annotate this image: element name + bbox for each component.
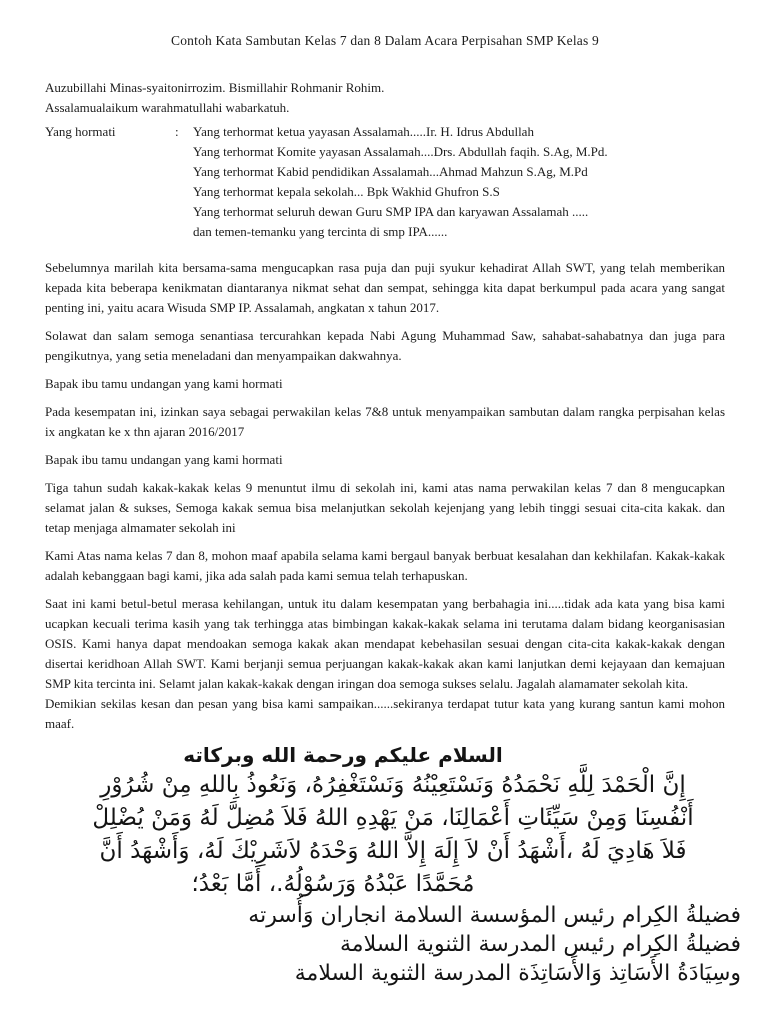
salutation-label: Yang hormati [45, 124, 116, 139]
paragraph-tiga-tahun: Tiga tahun sudah kakak-kakak kelas 9 menuntut ilmu di sekolah ini, kami atas nama perwakilan kelas 7 dan 8 mengucapkan selamat jalan & sukses, Semoga kakak semua bisa melanjutkan sekolah kejenjang yang lebih tinggi sesuai cita-cita kakak. dan tetap menjaga almamater sekolah ini [45, 480, 725, 535]
opening-line-salam: Assalamualaikum warahmatullahi wabarkatuh. [45, 100, 290, 115]
salutation-item: Yang terhormat kepala sekolah... Bpk Wakhid Ghufron S.S [193, 184, 500, 199]
salutation-block [45, 122, 725, 242]
salutation-item: Yang terhormat Komite yayasan Assalamah....Drs. Abdullah faqih. S.Ag, M.Pd. [193, 144, 608, 159]
salutation-item: Yang terhormat seluruh dewan Guru SMP IPA dan karyawan Assalamah ..... [193, 204, 589, 219]
arabic-khutbah-line: أَنْفُسِنَا وَمِنْ سَيِّئَاتِ أَعْمَالِنَا، مَنْ يَهْدِهِ اللهُ فَلاَ مُضِلَّ لَهُ وَمَنْ يُضْلِلْ [92, 805, 694, 831]
salutation-items [193, 122, 725, 242]
arabic-section [45, 742, 741, 988]
salutation-item: Yang terhormat ketua yayasan Assalamah.....Ir. H. Idrus Abdullah [193, 124, 534, 139]
opening-line-basmalah: Auzubillahi Minas-syaitonirrozim. Bismillahir Rohmanir Rohim. [45, 80, 385, 95]
arabic-honorific-line: فضيلةُ الكِرام رئيس المؤسسة السلامة انجاران وَأُسرته [248, 903, 741, 928]
paragraph-solawat: Solawat dan salam semoga senantiasa tercurahkan kepada Nabi Agung Muhammad Saw, sahabat-sahabatnya dan juga para pengikutnya, yang setia meneladani dan menyampaikan dakwahnya. [45, 328, 725, 363]
paragraph-bapak-ibu-2: Bapak ibu tamu undangan yang kami hormati [45, 452, 283, 467]
opening-lines [45, 78, 725, 118]
paragraph-bapak-ibu-1: Bapak ibu tamu undangan yang kami hormati [45, 376, 283, 391]
arabic-khutbah-line: مُحَمَّدًا عَبْدُهُ وَرَسُوْلُهُ.، أَمَّا بَعْدُ؛ [191, 871, 475, 897]
paragraph-kehilangan: Saat ini kami betul-betul merasa kehilangan, untuk itu dalam kesempatan yang berbahagia ini.....tidak ada kata yang bisa kami ucapkan kecuali terima kasih yang tak terhingga atas bimbingan kakak-kakak selama ini terutama dalam bidang keorganisasian OSIS. Kami hanya dapat mendoakan semoga kakak akan mendapat kebehasilan sesuai dengan cita-cita kakak-kakak dengan disertai keridhoan Allah SWT. Kami berjanji semua perjuangan kakak-kakak akan kami lanjutkan demi kejayaan dan kemajuan SMP kita tercinta ini. Selamt jalan kakak-kakak dengan iringan doa semoga sukses selalu. Jagalah alamamater sekolah kita. [45, 596, 725, 691]
paragraph-pada-kesempatan: Pada kesempatan ini, izinkan saya sebagai perwakilan kelas 7&8 untuk menyampaikan sambutan dalam rangka perpisahan kelas ix angkatan ke x thn ajaran 2016/2017 [45, 404, 725, 439]
salutation-item: Yang terhormat Kabid pendidikan Assalamah...Ahmad Mahzun S.Ag, M.Pd [193, 164, 588, 179]
arabic-khutbah-line: إِنَّ الْحَمْدَ لِلَّهِ نَحْمَدُهُ وَنَسْتَعِيْنُهُ وَنَسْتَغْفِرُهُ، وَنَعُوذُ بِاللهِ مِنْ شُرُوْرِ [100, 772, 686, 798]
paragraph-mohon-maaf: Kami Atas nama kelas 7 dan 8, mohon maaf apabila selama kami bergaul banyak berbuat kesalahan dan kekhilafan. Kakak-kakak adalah kebanggaan bagi kami, jika ada salah pada kami semua telah terhapuskan. [45, 548, 725, 583]
page-title: Contoh Kata Sambutan Kelas 7 dan 8 Dalam Acara Perpisahan SMP Kelas 9 [171, 33, 599, 48]
arabic-honorific-line: وسِيَادَةُ الأَسَاتِذ وَالأَسَاتِذَة المدرسة الثنوية السلامة [294, 961, 741, 986]
paragraph-penutup: Demikian sekilas kesan dan pesan yang bisa kami sampaikan......sekiranya terdapat tutur kata yang kurang santun kami mohon maaf. [45, 696, 725, 731]
arabic-khutbah-line: فَلاَ هَادِيَ لَهُ ،أَشْهَدُ أَنْ لاَ إِلَهَ إِلاَّ اللهُ وَحْدَهُ لاَشَرِيْكَ لَهُ، وَأَشْهَدُ أَنَّ [99, 838, 687, 864]
paragraph-syukur: Sebelumnya marilah kita bersama-sama mengucapkan rasa puja dan puji syukur kehadirat Allah SWT, yang telah memberikan kepada kita beberapa kenikmatan diantaranya nikmat sehat dan sempat, sehingga kita dapat berkumpul pada acara yang sangat penting ini, yaitu acara Wisuda SMP IP. Assalamah, angkatan x tahun 2017. [45, 260, 725, 315]
arabic-greeting-heading: السلام عليكم ورحمة الله وبركاته [183, 743, 503, 767]
arabic-honorific-line: فضيلةُ الكِرام رئيس المدرسة الثنوية السلامة [339, 932, 741, 957]
salutation-item: dan temen-temanku yang tercinta di smp IPA...... [193, 224, 448, 239]
salutation-colon: : [175, 124, 179, 139]
